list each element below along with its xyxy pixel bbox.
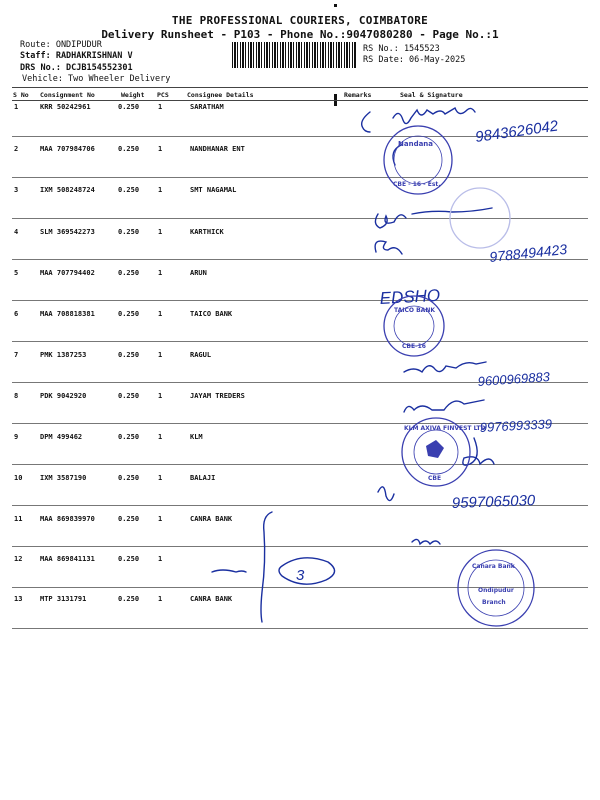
bracket-line <box>261 512 272 622</box>
signature-row7 <box>404 362 486 372</box>
cell-weight: 0.250 <box>118 145 140 153</box>
stamp-nandana-bottom: CBE - 16 - Est. <box>393 181 441 188</box>
cell-pcs: 1 <box>158 186 163 194</box>
cell-weight: 0.250 <box>118 186 140 194</box>
stamp-nandana-top: Nandana <box>398 140 434 148</box>
col-remarks: Remarks <box>344 91 372 99</box>
col-pcs: PCS <box>157 91 169 99</box>
stamp-canara-bottom: Branch <box>482 599 506 606</box>
signature-row3 <box>375 214 406 228</box>
phone-row10: 9597065030 <box>451 492 536 512</box>
stamp-taico-bottom: CBE-16 <box>402 343 426 350</box>
signature-row1 <box>393 108 475 124</box>
cell-consignee: TAICO BANK <box>190 310 233 318</box>
cell-consignee: KLM <box>190 433 203 441</box>
runsheet-subtitle: Delivery Runsheet - P103 - Phone No.:9047080280 - Page No.:1 <box>101 28 499 41</box>
cell-consignee: KARTHICK <box>190 228 224 236</box>
cell-consignee: JAYAM TREDERS <box>190 392 245 400</box>
cell-sno: 8 <box>14 392 19 400</box>
cell-consignee: RAGUL <box>190 351 212 359</box>
col-weight: Weight <box>121 91 145 99</box>
cell-consignee: ARUN <box>190 269 207 277</box>
circled-three: 3 <box>296 567 305 584</box>
col-sno: S No <box>13 91 29 99</box>
vehicle-label: Vehicle: Two Wheeler Delivery <box>22 74 171 84</box>
cell-pcs: 1 <box>158 595 163 603</box>
cell-consignment: IXM 508248724 <box>40 186 95 194</box>
cell-sno: 13 <box>14 595 23 603</box>
cell-weight: 0.250 <box>118 269 140 277</box>
signature-row4 <box>375 241 402 254</box>
cell-pcs: 1 <box>158 145 163 153</box>
cell-weight: 0.250 <box>118 310 140 318</box>
signature-row9 <box>463 438 494 465</box>
phone-row7: 9600969883 <box>477 368 551 389</box>
cell-consignment: MAA 707984706 <box>40 145 95 153</box>
rs-date: RS Date: 06-May-2025 <box>363 55 466 65</box>
cell-consignee: BALAJI <box>190 474 216 482</box>
phone-row1: 9843626042 <box>474 117 560 146</box>
cell-weight: 0.250 <box>118 595 140 603</box>
cell-consignment: MAA 869841131 <box>40 555 95 563</box>
cell-consignment: MAA 869839970 <box>40 515 95 523</box>
remark-mark-row1 <box>362 112 370 132</box>
cell-consignee: NANDHANAR ENT <box>190 145 245 153</box>
col-seal: Seal & Signature <box>400 91 463 99</box>
cell-consignee: SMT NAGAMAL <box>190 186 237 194</box>
stamp-klm-top: KLM AXIVA FINVEST LTD <box>404 425 486 432</box>
cell-consignment: MTP 3131791 <box>40 595 87 603</box>
rs-number: RS No.: 1545523 <box>363 44 440 54</box>
company-title: THE PROFESSIONAL COURIERS, COIMBATORE <box>171 14 429 27</box>
cell-sno: 7 <box>14 351 19 359</box>
cell-weight: 0.250 <box>118 555 140 563</box>
stamp-faint-row3 <box>450 188 510 248</box>
cell-consignment: PDK 9042920 <box>40 392 87 400</box>
signature-row10 <box>378 487 394 501</box>
cell-sno: 5 <box>14 269 19 277</box>
cell-consignment: KRR 50242961 <box>40 103 91 111</box>
stamp-canara-top: Canara Bank <box>472 563 515 570</box>
cell-weight: 0.250 <box>118 433 140 441</box>
cell-pcs: 1 <box>158 351 163 359</box>
cell-pcs: 1 <box>158 515 163 523</box>
drs-label: DRS No.: DCJB154552301 <box>20 63 133 73</box>
cell-sno: 4 <box>14 228 19 236</box>
cell-sno: 11 <box>14 515 23 523</box>
cell-weight: 0.250 <box>118 228 140 236</box>
stamp-klm-logo <box>426 440 444 458</box>
cell-pcs: 1 <box>158 474 163 482</box>
cell-sno: 9 <box>14 433 19 441</box>
cell-consignment: DPM 499462 <box>40 433 83 441</box>
cell-sno: 3 <box>14 186 19 194</box>
signature-row11 <box>412 539 440 544</box>
edsho-text: EDSHO <box>379 285 441 308</box>
col-consignee: Consignee Details <box>187 91 254 99</box>
cell-consignee: CANRA BANK <box>190 595 233 603</box>
cell-weight: 0.250 <box>118 103 140 111</box>
cell-sno: 12 <box>14 555 23 563</box>
cell-weight: 0.250 <box>118 351 140 359</box>
cell-pcs: 1 <box>158 269 163 277</box>
route-label: Route: ONDIPUDUR <box>20 40 102 50</box>
col-consignment: Consignment No <box>40 91 95 99</box>
staff-label: Staff: RADHAKRISHNAN V <box>20 51 133 61</box>
cell-consignee: CANRA BANK <box>190 515 233 523</box>
stamp-klm-bottom: CBE <box>428 475 442 482</box>
cell-weight: 0.250 <box>118 392 140 400</box>
cell-sno: 1 <box>14 103 19 111</box>
cell-pcs: 1 <box>158 310 163 318</box>
cell-pcs: 1 <box>158 433 163 441</box>
cell-pcs: 1 <box>158 555 163 563</box>
stamp-taico-top: TAICO BANK <box>394 307 435 314</box>
cell-pcs: 1 <box>158 228 163 236</box>
signature-row8 <box>404 400 484 412</box>
phone-row8: 9976993339 <box>479 416 553 435</box>
cell-consignee: SARATHAM <box>190 103 224 111</box>
cell-sno: 6 <box>14 310 19 318</box>
phone-row3: 9788494423 <box>488 240 568 265</box>
cell-weight: 0.250 <box>118 474 140 482</box>
cell-consignment: IXM 3587190 <box>40 474 87 482</box>
cell-consignment: MAA 707794402 <box>40 269 95 277</box>
cell-sno: 10 <box>14 474 23 482</box>
cell-consignment: PMK 1387253 <box>40 351 87 359</box>
cell-pcs: 1 <box>158 103 163 111</box>
cell-weight: 0.250 <box>118 515 140 523</box>
cell-consignment: MAA 708818381 <box>40 310 95 318</box>
remark-dash-row12 <box>212 570 246 572</box>
cell-sno: 2 <box>14 145 19 153</box>
cell-pcs: 1 <box>158 392 163 400</box>
remark-circle-row12 <box>279 558 335 584</box>
stamp-canara-mid: Ondipudur <box>478 587 514 594</box>
cell-consignment: SLM 369542273 <box>40 228 95 236</box>
